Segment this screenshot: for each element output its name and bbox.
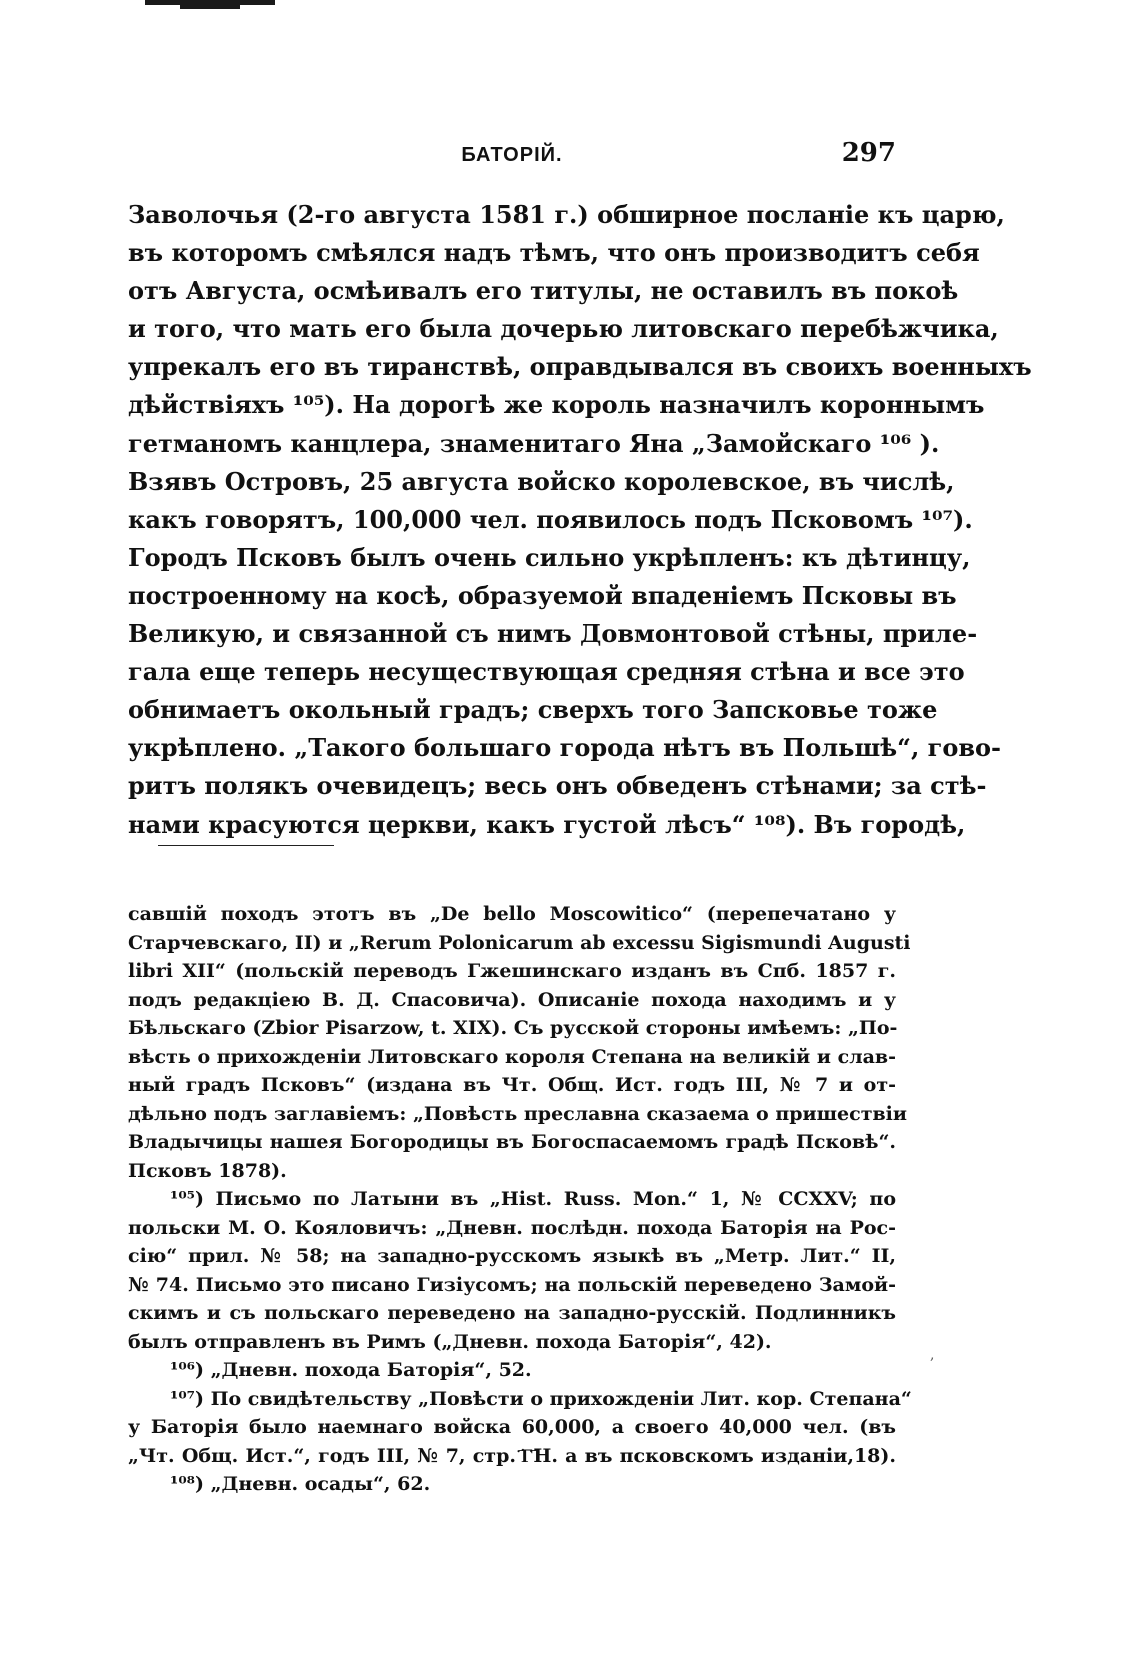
footnote-line: Псковъ 1878).: [128, 1159, 287, 1182]
text-line: Заволочья (2-го августа 1581 г.) обширное посланіе къ царю,: [128, 200, 1005, 229]
text-line: въ которомъ смѣялся надъ тѣмъ, что онъ производитъ себя: [128, 238, 980, 268]
footnotes: [128, 900, 912, 1499]
page-header: [128, 138, 896, 178]
page-number: 297: [841, 138, 896, 168]
footnote-106: ¹⁰⁶) „Дневн. похода Баторія“, 52.: [170, 1359, 532, 1381]
text-line: упрекалъ его въ тиранствѣ, оправдывался въ своихъ военныхъ: [128, 352, 1032, 382]
footnote-105-line: сію“ прил. № 58; на западно-русскомъ языкѣ въ „Метр. Лит.“ II,: [128, 1245, 896, 1267]
text-line: нами красуются церкви, какъ густой лѣсъ“ ¹⁰⁸). Въ городѣ,: [128, 809, 966, 839]
text-line: обнимаетъ окольный градъ; сверхъ того Запсковье тоже: [128, 695, 938, 725]
running-title: БАТОРІЙ.: [461, 144, 563, 166]
scan-edge-mark: [180, 0, 240, 9]
footnote-line: вѣсть о прихожденіи Литовскаго короля Степана на великій и слав-: [128, 1045, 896, 1068]
footnote-105-line: польски М. О. Кояловичъ: „Дневн. послѣдн. похода Баторія на Рос-: [128, 1216, 896, 1239]
text-line: укрѣплено. „Такого большаго города нѣтъ въ Польшѣ“, гово-: [128, 733, 1002, 763]
text-line: Великую, и связанной съ нимъ Довмонтовой стѣны, приле-: [128, 619, 978, 649]
footnote-line: libri XII“ (польскій переводъ Гжешинскаго изданъ въ Спб. 1857 г.: [128, 960, 896, 982]
text-line: гала еще теперь несуществующая средняя стѣна и все это: [128, 657, 965, 687]
footnote-line: Бѣльскаго (Zbior Pisarzow, t. XIX). Съ русской стороны имѣемъ: „По-: [128, 1017, 898, 1039]
footnote-108: ¹⁰⁸) „Дневн. осады“, 62.: [170, 1473, 431, 1495]
text-line: дѣйствіяхъ ¹⁰⁵). На дорогѣ же король назначилъ короннымъ: [128, 390, 985, 420]
main-text: [128, 196, 1032, 844]
text-line: и того, что мать его была дочерью литовскаго перебѣжчика,: [128, 314, 999, 344]
text-line: Взявъ Островъ, 25 августа войско королевское, въ числѣ,: [128, 466, 955, 496]
footnote-line: ный градъ Псковъ“ (издана въ Чт. Общ. Ист. годъ III, № 7 и от-: [128, 1074, 896, 1096]
footnote-line: Старчевскаго, II) и „Rerum Polonicarum ab excessu Sigismundi Augusti: [128, 931, 911, 954]
scan-speck: ,: [930, 1347, 935, 1363]
text-line: гетманомъ канцлера, знаменитаго Яна „Замойскаго ¹⁰⁶ ).: [128, 428, 940, 458]
footnote-105-line: ¹⁰⁵) Письмо по Латыни въ „Hist. Russ. Mon.“ 1, № CCXXV; по: [170, 1188, 896, 1210]
footnote-separator: [158, 845, 334, 846]
text-line: Городъ Псковъ былъ очень сильно укрѣпленъ: къ дѣтинцу,: [128, 542, 971, 572]
footnote-105-line: скимъ и съ польскаго переведено на западно-русскій. Подлинникъ: [128, 1302, 896, 1324]
footnote-line: дѣльно подъ заглавіемъ: „Повѣсть преславна сказаема о пришествіи: [128, 1102, 907, 1125]
footnote-107-line: „Чт. Общ. Ист.“, годъ III, № 7, стр. ҃Г҃Н. а въ псковскомъ изданіи,18).: [128, 1444, 896, 1467]
text-line: какъ говорятъ, 100,000 чел. появилось подъ Псковомъ ¹⁰⁷).: [128, 504, 973, 534]
text-line: построенному на косѣ, образуемой впаденіемъ Псковы въ: [128, 580, 957, 610]
footnote-105-line: № 74. Письмо это писано Гизіусомъ; на польскій переведено Замой-: [128, 1273, 896, 1296]
footnote-line: подъ редакціею В. Д. Спасовича). Описаніе похода находимъ и у: [128, 988, 896, 1011]
footnote-107-line: ¹⁰⁷) По свидѣтельству „Повѣсти о прихожденіи Лит. кор. Степана“: [170, 1387, 912, 1410]
footnote-107-line: у Баторія было наемнаго войска 60,000, а своего 40,000 чел. (въ: [128, 1416, 896, 1438]
footnote-105-line: былъ отправленъ въ Римъ („Дневн. похода Баторія“, 42).: [128, 1330, 772, 1353]
text-line: отъ Августа, осмѣивалъ его титулы, не оставилъ въ покоѣ: [128, 276, 959, 306]
footnote-line: савшій походъ этотъ въ „De bello Moscowitico“ (перепечатано у: [128, 903, 896, 925]
footnote-line: Владычицы нашея Богородицы въ Богоспасаемомъ градѣ Псковѣ“.: [128, 1131, 896, 1153]
text-line: ритъ полякъ очевидецъ; весь онъ обведенъ стѣнами; за стѣ-: [128, 771, 987, 801]
